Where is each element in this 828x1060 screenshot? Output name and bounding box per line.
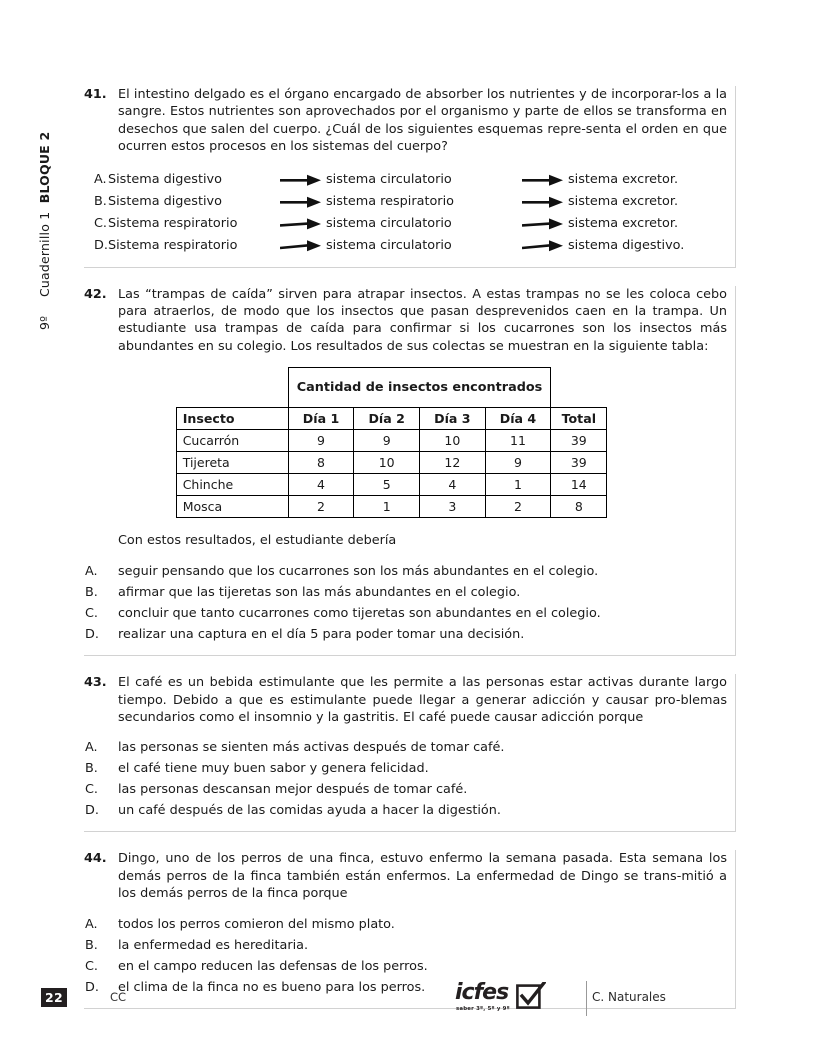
icfes-wordmark: icfes — [455, 980, 509, 1005]
question-block-41 — [84, 86, 736, 268]
cell-d1-3: 2 — [288, 496, 354, 518]
option-41-a-part1: Sistema digestivo — [108, 172, 222, 188]
option-text-44-c: en el campo reducen las defensas de los perros. — [118, 958, 428, 974]
option-row-43-a[interactable] — [84, 737, 727, 758]
option-text-43-d: un café después de las comidas ayuda a hacer la digestión. — [118, 803, 501, 819]
option-41-b-part3: sistema excretor. — [568, 194, 679, 210]
cell-insect-0: Cucarrón — [176, 430, 288, 452]
table-col-total: Total — [551, 408, 607, 430]
option-41-b-part1: Sistema digestivo — [108, 194, 222, 210]
icfes-logo — [455, 981, 551, 1017]
option-letter-41-a: A. — [94, 172, 107, 188]
option-row-44-a[interactable] — [84, 914, 727, 935]
option-text-42-c: concluir que tanto cucarrones como tijeretas son abundantes en el colegio. — [118, 606, 601, 622]
footer-subject: C. Naturales — [592, 990, 666, 1004]
question-block-42 — [84, 286, 736, 657]
option-row-43-d[interactable] — [84, 800, 727, 821]
option-letter-43-d: D. — [85, 803, 99, 819]
option-letter-41-c: C. — [94, 216, 108, 232]
question-stem-41: El intestino delgado es el órgano encargado de absorber los nutrientes y de incorporar-los a la sangre. Estos nutrientes son aprovechados por el organismo y parte de ellos se transforma en desechos que salen del cuerpo. ¿Cuál de los siguientes esquemas repre-senta el orden en que ocurren estos procesos en los sistemas del cuerpo? — [118, 87, 727, 155]
option-row-43-b[interactable] — [84, 758, 727, 779]
option-text-44-d: el clima de la finca no es bueno para los perros. — [118, 979, 426, 995]
table-col-dia1: Día 1 — [288, 408, 354, 430]
option-row-42-d[interactable] — [84, 624, 727, 645]
question-number-43: 43. — [84, 675, 107, 691]
option-text-43-a: las personas se sienten más activas después de tomar café. — [118, 740, 505, 756]
option-text-43-b: el café tiene muy buen sabor y genera felicidad. — [118, 761, 429, 777]
option-letter-44-d: D. — [85, 979, 99, 995]
cell-d4-3: 2 — [485, 496, 551, 518]
footer-divider — [586, 981, 587, 1016]
arrow-icon — [276, 174, 326, 186]
cell-d3-0: 10 — [420, 430, 486, 452]
option-text-42-a: seguir pensando que los cucarrones son los más abundantes en el colegio. — [118, 564, 599, 580]
cell-d2-3: 1 — [354, 496, 420, 518]
table-empty-corner — [176, 368, 288, 408]
table-row — [176, 496, 607, 518]
question-number-42: 42. — [84, 286, 107, 302]
option-row-41-b[interactable] — [84, 191, 727, 213]
option-letter-43-c: C. — [85, 782, 99, 798]
option-letter-43-a: A. — [85, 740, 98, 756]
option-letter-44-c: C. — [85, 958, 99, 974]
option-letter-42-d: D. — [85, 627, 99, 643]
icfes-tagline: saber 3º, 5º y 9º — [456, 1006, 510, 1012]
question-number-41: 41. — [84, 87, 107, 102]
option-letter-44-a: A. — [85, 916, 98, 932]
arrow-icon — [518, 240, 568, 252]
question-42-lead: Con estos resultados, el estudiante debería — [118, 533, 397, 549]
option-letter-42-c: C. — [85, 606, 99, 622]
cell-total-2: 14 — [551, 474, 607, 496]
table-col-dia2: Día 2 — [354, 408, 420, 430]
option-text-44-b: la enfermedad es hereditaria. — [118, 937, 309, 953]
arrow-icon — [518, 218, 568, 230]
cell-total-3: 8 — [551, 496, 607, 518]
table-row — [176, 430, 607, 452]
answer-options-42 — [84, 561, 727, 645]
cell-d3-1: 12 — [420, 452, 486, 474]
table-row — [176, 474, 607, 496]
cell-total-0: 39 — [551, 430, 607, 452]
option-row-43-c[interactable] — [84, 779, 727, 800]
option-letter-41-b: B. — [94, 194, 107, 210]
insect-data-table — [176, 367, 608, 518]
option-text-44-a: todos los perros comieron del mismo plato. — [118, 916, 395, 932]
option-41-c-part1: Sistema respiratorio — [108, 216, 238, 232]
option-row-42-b[interactable] — [84, 582, 727, 603]
option-row-44-b[interactable] — [84, 935, 727, 956]
sidebar-block-label: BLOQUE 2 — [37, 131, 52, 204]
option-letter-41-d: D. — [94, 238, 108, 254]
answer-options-43 — [84, 737, 727, 821]
question-stem-43: El café es un bebida estimulante que les permite a las personas estar activas durante largo tiempo. Debido a que es estimulante puede llegar a generar adicción y causar pro-blemas secundarios como el insomnio y la gastritis. El café puede causar adicción porque — [118, 675, 727, 726]
arrow-icon — [518, 174, 568, 186]
sidebar-booklet-label: Cuadernillo 1 — [37, 211, 52, 297]
cell-insect-3: Mosca — [176, 496, 288, 518]
option-row-41-c[interactable] — [84, 213, 727, 235]
cell-d4-0: 11 — [485, 430, 551, 452]
cell-d3-2: 4 — [420, 474, 486, 496]
option-row-44-c[interactable] — [84, 956, 727, 977]
question-stem-42: Las “trampas de caída” sirven para atrapar insectos. A estas trampas no se les coloca cebo para atraerlos, de modo que los insectos que pasan desprevenidos caen en la trampa. Un estudiante usa trampas de caída para confirmar si los cucarrones son los insectos más abundantes en su colegio. Los resultados de sus colectas se muestran en la siguiente tabla: — [118, 286, 727, 354]
option-letter-43-b: B. — [85, 761, 98, 777]
arrow-icon — [276, 196, 326, 208]
cell-d3-3: 3 — [420, 496, 486, 518]
option-row-41-d[interactable] — [84, 235, 727, 257]
checkmark-box-icon — [516, 982, 546, 1010]
option-41-d-part1: Sistema respiratorio — [108, 238, 238, 254]
cell-d1-2: 4 — [288, 474, 354, 496]
option-41-b-part2: sistema respiratorio — [326, 194, 454, 210]
footer-code: CC — [110, 990, 127, 1004]
cell-d2-1: 10 — [354, 452, 420, 474]
arrow-icon — [276, 218, 326, 230]
answer-options-41 — [84, 169, 727, 257]
question-stem-44: Dingo, uno de los perros de una finca, estuvo enfermo la semana pasada. Esta semana los demás perros de la finca también están enfermos. La enfermedad de Dingo se trans-mitió a los demás perros de la finca porque — [118, 851, 727, 902]
option-41-d-part2: sistema circulatorio — [326, 238, 452, 254]
page-side-label — [0, 0, 74, 980]
table-header-row — [176, 408, 607, 430]
option-row-42-a[interactable] — [84, 561, 727, 582]
cell-d2-2: 5 — [354, 474, 420, 496]
option-row-42-c[interactable] — [84, 603, 727, 624]
arrow-icon — [518, 196, 568, 208]
option-41-c-part2: sistema circulatorio — [326, 216, 452, 232]
cell-insect-1: Tijereta — [176, 452, 288, 474]
table-col-dia3: Día 3 — [420, 408, 486, 430]
option-letter-44-b: B. — [85, 937, 98, 953]
table-col-insecto: Insecto — [176, 408, 288, 430]
insect-data-table-wrapper — [84, 367, 727, 518]
option-row-41-a[interactable] — [84, 169, 727, 191]
option-41-a-part2: sistema circulatorio — [326, 172, 452, 188]
question-block-43 — [84, 674, 736, 832]
page-number-badge: 22 — [41, 988, 67, 1007]
option-41-c-part3: sistema excretor. — [568, 216, 679, 232]
option-41-d-part3: sistema digestivo. — [568, 238, 685, 254]
table-row — [176, 452, 607, 474]
table-col-dia4: Día 4 — [485, 408, 551, 430]
cell-insect-2: Chinche — [176, 474, 288, 496]
page-footer — [0, 978, 828, 1036]
cell-d1-1: 8 — [288, 452, 354, 474]
arrow-icon — [276, 240, 326, 252]
option-letter-42-a: A. — [85, 564, 98, 580]
cell-d2-0: 9 — [354, 430, 420, 452]
cell-total-1: 39 — [551, 452, 607, 474]
option-text-43-c: las personas descansan mejor después de tomar café. — [118, 782, 468, 798]
sidebar-grade-label: 9º — [37, 315, 52, 330]
cell-d1-0: 9 — [288, 430, 354, 452]
option-letter-42-b: B. — [85, 585, 98, 601]
table-span-header: Cantidad de insectos encontrados — [288, 368, 551, 408]
option-41-a-part3: sistema excretor. — [568, 172, 679, 188]
table-empty-corner-right — [551, 368, 607, 408]
option-text-42-d: realizar una captura en el día 5 para poder tomar una decisión. — [118, 627, 525, 643]
question-number-44: 44. — [84, 851, 107, 867]
cell-d4-1: 9 — [485, 452, 551, 474]
table-span-header-row — [176, 368, 607, 408]
questions-column — [84, 0, 736, 1025]
option-text-42-b: afirmar que las tijeretas son las más abundantes en el colegio. — [118, 585, 521, 601]
cell-d4-2: 1 — [485, 474, 551, 496]
